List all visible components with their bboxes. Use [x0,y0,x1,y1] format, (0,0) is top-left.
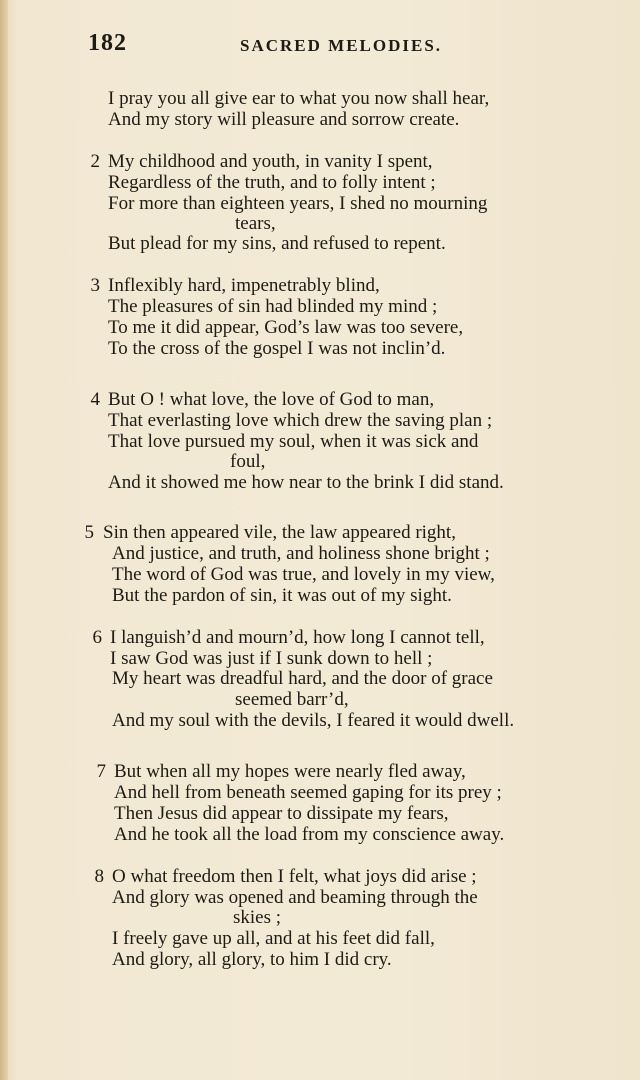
verse-number: 6 [92,627,102,648]
verse-line: I languish’d and mourn’d, how long I cannot tell, [110,627,485,648]
verse-line: But the pardon of sin, it was out of my sight. [112,585,452,606]
verse-line: Regardless of the truth, and to folly intent ; [108,172,436,193]
verse-line: And justice, and truth, and holiness shone bright ; [112,543,490,564]
verse-line: But plead for my sins, and refused to repent. [108,233,446,254]
verse-line: Then Jesus did appear to dissipate my fears, [114,803,449,824]
verse-number: 4 [90,389,100,410]
verse-line: The pleasures of sin had blinded my mind ; [108,296,438,317]
verse-line: But when all my hopes were nearly fled away, [114,761,466,782]
verse-line: I pray you all give ear to what you now shall hear, [108,88,490,109]
verse-line: To me it did appear, God’s law was too severe, [108,317,464,338]
verse-line: I saw God was just if I sunk down to hell ; [110,648,433,669]
verse-line: But O ! what love, the love of God to man, [108,389,435,410]
verse-number: 8 [94,866,104,887]
verse-line: For more than eighteen years, I shed no mourning [108,193,488,214]
verse-line: That love pursued my soul, when it was sick and [108,431,479,452]
verse-line: foul, [230,451,266,472]
page-edge [0,0,8,1080]
verse-line: skies ; [233,907,282,928]
verse-line: My childhood and youth, in vanity I spent, [108,151,433,172]
verse-line: The word of God was true, and lovely in my view, [112,564,495,585]
page-header [0,30,640,62]
verse-line: And glory, all glory, to him I did cry. [112,949,392,970]
verse-number: 5 [84,522,94,543]
verse-line: And he took all the load from my conscience away. [114,824,505,845]
verse-line: And my story will pleasure and sorrow create. [108,109,460,130]
verse-line: To the cross of the gospel I was not inclin’d. [108,338,446,359]
verse-line: Inflexibly hard, impenetrably blind, [108,275,380,296]
verse-line: And glory was opened and beaming through the [112,887,478,908]
verse-line: tears, [235,213,276,234]
verse-line: I freely gave up all, and at his feet did fall, [112,928,435,949]
verse-line: My heart was dreadful hard, and the door of grace [112,668,493,689]
verse-number: 7 [96,761,106,782]
verse-line: seemed barr’d, [235,689,349,710]
verse-number: 2 [90,151,100,172]
running-title: SACRED MELODIES. [240,36,443,55]
verse-number: 3 [90,275,100,296]
verse-line: O what freedom then I felt, what joys did arise ; [112,866,477,887]
page-number: 182 [88,30,127,56]
verse-line: Sin then appeared vile, the law appeared right, [103,522,456,543]
verse-line: And my soul with the devils, I feared it would dwell. [112,710,515,731]
verse-line: That everlasting love which drew the saving plan ; [108,410,493,431]
verse-line: And hell from beneath seemed gaping for its prey ; [114,782,502,803]
verse-line: And it showed me how near to the brink I did stand. [108,472,504,493]
